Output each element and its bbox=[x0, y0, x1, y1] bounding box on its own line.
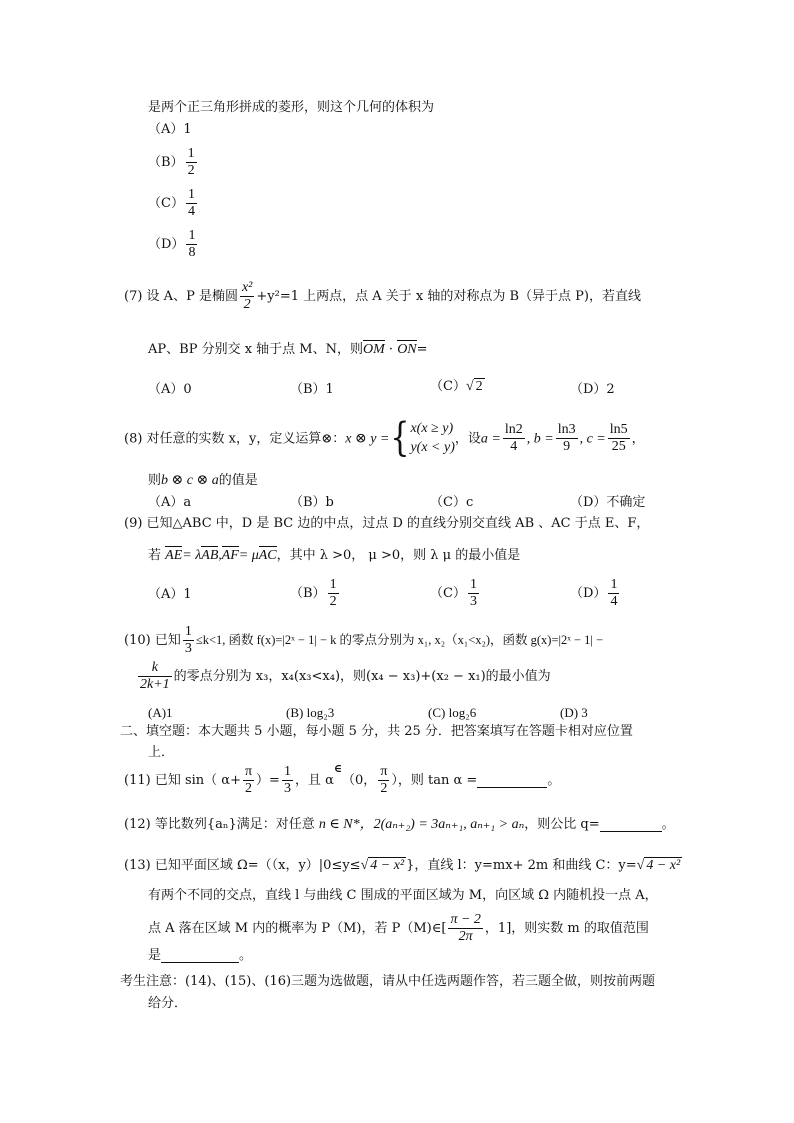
q7-frac-den: 2 bbox=[243, 297, 251, 313]
q10-line2 bbox=[136, 660, 551, 693]
q10-stem bbox=[124, 624, 603, 657]
q7-c-radicand: 2 bbox=[475, 379, 483, 394]
q8-a-lhs: a = bbox=[480, 431, 501, 447]
q10-text-3: 的零点分别为 x₃，x₄(x₃<x₄)，则(x₄ − x₃)+(x₂ − x₁)的最小值为 bbox=[173, 669, 551, 685]
q8-line2-post: 的值是 bbox=[218, 473, 258, 488]
q12-end: 。 bbox=[661, 817, 675, 832]
q8-option-a: （A）a bbox=[148, 495, 192, 510]
q10-text-1: (10) 已知 bbox=[124, 633, 181, 649]
q9-vector-ac: AC bbox=[258, 548, 277, 563]
q9-option-d bbox=[570, 577, 621, 610]
q13-p-num: π − 2 bbox=[448, 912, 482, 929]
q8-b-den: 9 bbox=[563, 439, 571, 455]
q13-end: 。 bbox=[239, 948, 253, 963]
q13-prob-fraction bbox=[448, 912, 482, 945]
candidate-note-line2: 给分． bbox=[148, 996, 188, 1011]
q7-stem bbox=[124, 280, 641, 313]
q6-c-num: 1 bbox=[186, 187, 197, 204]
q9-option-c bbox=[430, 577, 481, 610]
q8-text-2: ，设 bbox=[454, 431, 481, 447]
q8-b-fraction bbox=[556, 422, 578, 455]
q7-frac-num: x² bbox=[240, 280, 254, 297]
q10-k-den: 2k+1 bbox=[140, 677, 170, 693]
q7-option-c-label: （C） bbox=[430, 379, 466, 394]
q8-cases bbox=[410, 420, 454, 458]
q8-brace: { bbox=[390, 415, 410, 461]
q9-text-post: ，其中 λ >0， μ >0，则 λ μ 的最小值是 bbox=[276, 548, 521, 563]
q13-radicand-2: 4 − x² bbox=[646, 858, 681, 873]
q11-text-4: （0， bbox=[342, 773, 377, 789]
q12-condition: n ∈ N*，2(aₙ₊₂) = 3aₙ₊₁, aₙ₊₁ > aₙ bbox=[318, 817, 525, 832]
q13-line4-text: 是 bbox=[148, 948, 162, 963]
q8-c-fraction bbox=[608, 422, 630, 455]
q8-c-lhs: , c = bbox=[579, 431, 606, 447]
q6-option-d-fraction bbox=[186, 228, 197, 261]
q6-option-b-label: （B） bbox=[148, 155, 184, 171]
q8-option-b: （B）b bbox=[290, 495, 334, 510]
q6-option-c-label: （C） bbox=[148, 196, 184, 212]
q8-line2-pre: 则 bbox=[148, 473, 162, 488]
q12-answer-blank bbox=[600, 818, 662, 832]
q8-case-2: y(x < y) bbox=[410, 439, 455, 455]
q11-r-den: 3 bbox=[283, 781, 291, 797]
q13-line3-post: ，1]，则实数 m 的取值范围 bbox=[484, 921, 649, 937]
q8-line2-expr: b ⊗ c ⊗ a bbox=[161, 473, 219, 488]
q9-line2 bbox=[148, 546, 520, 563]
q13-answer-blank bbox=[161, 949, 239, 963]
q12-stem bbox=[124, 818, 675, 832]
q13-p-den: 2π bbox=[458, 929, 473, 945]
q11-one-third bbox=[282, 764, 293, 797]
q11-element-of: ∈ bbox=[333, 762, 343, 776]
q7-line2 bbox=[148, 340, 428, 357]
q11-stem bbox=[124, 764, 560, 797]
section-2-heading-line2: 上． bbox=[148, 745, 175, 760]
q6-d-den: 8 bbox=[188, 245, 196, 261]
q6-b-den: 2 bbox=[187, 163, 195, 179]
q6-d-num: 1 bbox=[186, 228, 197, 245]
q7-text-1: (7) 设 A、P 是椭圆 bbox=[124, 289, 238, 305]
q8-b-lhs: , b = bbox=[526, 431, 554, 447]
q9-stem: (9) 已知△ABC 中，D 是 BC 边的中点，过点 D 的直线分别交直线 AB 、AC 于点 E、F， bbox=[124, 516, 650, 531]
q9-option-b-label: （B） bbox=[290, 586, 326, 602]
q13-line4 bbox=[148, 949, 252, 963]
q6-b-num: 1 bbox=[186, 146, 197, 163]
q6-stem-tail: 是两个正三角形拼成的菱形，则这个几何的体积为 bbox=[148, 100, 435, 115]
q8-c-num: ln5 bbox=[608, 422, 630, 439]
q8-c-den: 25 bbox=[611, 439, 626, 455]
q11-pi2-num: π bbox=[378, 764, 389, 781]
q9-option-b-fraction bbox=[328, 577, 339, 610]
q8-stem bbox=[124, 415, 645, 461]
q11-r-num: 1 bbox=[282, 764, 293, 781]
q11-pi2-den: 2 bbox=[380, 781, 388, 797]
q6-option-d-label: （D） bbox=[148, 237, 185, 253]
q13-text-2: }，直线 l：y=mx+ 2m 和曲线 C：y= bbox=[406, 858, 637, 873]
q8-option-c: （C）c bbox=[430, 495, 474, 510]
q6-option-b bbox=[148, 146, 199, 179]
q13-stem bbox=[124, 859, 682, 873]
q11-text-5: ），则 tan α = bbox=[391, 773, 478, 789]
q9-eq-lambda: = λ bbox=[182, 548, 202, 563]
q7-vector-on: ON bbox=[397, 342, 417, 357]
q7-text-3: AP、BP 分别交 x 轴于点 M、N，则 bbox=[148, 342, 363, 357]
q9-option-b bbox=[290, 577, 341, 610]
q13-sqrt-2: √ 4 − x² bbox=[636, 858, 681, 873]
q9-d-den: 4 bbox=[610, 594, 618, 610]
q10-k-num: k bbox=[138, 660, 172, 677]
q9-option-c-fraction bbox=[468, 577, 479, 610]
q13-line3 bbox=[148, 912, 649, 945]
q8-text-1: (8) 对任意的实数 x，y，定义运算⊗： bbox=[124, 431, 346, 447]
q11-text-1: (11) 已知 sin（ α+ bbox=[124, 773, 241, 789]
q8-a-fraction bbox=[503, 422, 525, 455]
q8-a-den: 4 bbox=[510, 439, 518, 455]
q11-answer-blank bbox=[477, 774, 547, 788]
q7-ellipse-fraction bbox=[240, 280, 254, 313]
q6-c-den: 4 bbox=[187, 204, 195, 220]
q11-pi-den: 2 bbox=[245, 781, 252, 797]
q6-option-a: （A）1 bbox=[148, 122, 192, 137]
q9-c-num: 1 bbox=[468, 577, 479, 594]
q6-option-d bbox=[148, 228, 199, 261]
q10-fraction-k bbox=[138, 660, 172, 693]
q9-d-num: 1 bbox=[608, 577, 619, 594]
q10-f-num: 1 bbox=[183, 624, 194, 641]
q7-option-c bbox=[430, 380, 485, 394]
q9-option-c-label: （C） bbox=[430, 586, 466, 602]
q11-pi-over-2 bbox=[243, 764, 254, 797]
q9-vector-ab: AB bbox=[201, 548, 219, 563]
q13-line3-pre: 点 A 落在区域 M 内的概率为 P（M)，若 P（M)∈[ bbox=[148, 921, 447, 937]
q11-end: 。 bbox=[547, 773, 561, 789]
q8-a-num: ln2 bbox=[503, 422, 525, 439]
q8-comma: ， bbox=[631, 431, 645, 447]
q10-text-2: ≤k<1, 函数 f(x)=|2ˣ − 1| − k 的零点分别为 x₁, x₂（x₁<x₂)，函数 g(x)=|2ˣ − 1| − bbox=[195, 633, 604, 648]
q8-case-1: x(x ≥ y) bbox=[410, 421, 454, 436]
q9-eq-mu: = μ bbox=[238, 548, 259, 563]
q9-text-pre: 若 bbox=[148, 548, 162, 563]
q11-text-3: ，且 α bbox=[294, 773, 334, 789]
candidate-note: 考生注意：(14)、(15)、(16)三题为选做题，请从中任选两题作答，若三题全做，则按前两题 bbox=[120, 974, 656, 989]
q8-option-d: （D）不确定 bbox=[570, 495, 646, 510]
q6-option-c-fraction bbox=[186, 187, 197, 220]
q7-option-d: （D）2 bbox=[570, 382, 615, 397]
section-2-heading: 二、填空题：本大题共 5 小题，每小题 5 分，共 25 分．把答案填写在答题卡相对应位置 bbox=[120, 724, 633, 739]
q11-pi-over-2-b bbox=[378, 764, 389, 797]
q7-equals: = bbox=[416, 342, 428, 357]
q9-option-d-label: （D） bbox=[570, 586, 607, 602]
q13-line2: 有两个不同的交点，直线 l 与曲线 C 围成的平面区域为 M，向区域 Ω 内随机投一点 A， bbox=[148, 888, 658, 903]
q11-text-2: ）= bbox=[256, 773, 280, 789]
q13-sqrt-1: √ 4 − x² bbox=[360, 858, 405, 873]
q9-b-den: 2 bbox=[329, 594, 337, 610]
q8-line2 bbox=[148, 474, 258, 488]
q9-comma: , bbox=[218, 547, 222, 562]
q11-pi-num: π bbox=[243, 764, 254, 781]
q10-option-d: (D) 3 bbox=[560, 705, 588, 720]
q9-vector-af: AF bbox=[221, 548, 239, 563]
q9-b-num: 1 bbox=[328, 577, 339, 594]
q6-option-c bbox=[148, 187, 199, 220]
q10-f-den: 3 bbox=[184, 641, 192, 657]
q9-option-d-fraction bbox=[608, 577, 619, 610]
q12-text-1: (12) 等比数列{aₙ}满足：对任意 bbox=[124, 817, 315, 832]
q8-b-num: ln3 bbox=[556, 422, 578, 439]
q9-option-a: （A）1 bbox=[148, 587, 192, 602]
q12-text-2: ，则公比 q= bbox=[524, 817, 600, 832]
q9-vector-ae: AE bbox=[165, 548, 183, 563]
q7-option-a: （A）0 bbox=[148, 382, 192, 397]
q13-radicand-1: 4 − x² bbox=[370, 858, 405, 873]
q8-def-lhs: x ⊗ y = bbox=[345, 431, 390, 447]
q7-option-b: （B）1 bbox=[290, 382, 334, 397]
q10-option-a: (A)1 bbox=[148, 705, 173, 720]
q10-option-c: (C) log₂6 bbox=[428, 705, 477, 720]
q6-option-b-fraction bbox=[186, 146, 197, 179]
q7-text-2: +y²=1 上两点，点 A 关于 x 轴的对称点为 B（异于点 P)，若直线 bbox=[256, 289, 642, 305]
q7-dot: · bbox=[388, 342, 394, 357]
q13-text-1: (13) 已知平面区域 Ω=（（x，y）|0≤y≤ bbox=[124, 858, 361, 873]
q7-option-c-sqrt: √ 2 bbox=[465, 379, 483, 394]
q7-vector-om: OM bbox=[362, 342, 385, 357]
q10-fraction-1-3 bbox=[183, 624, 194, 657]
q9-c-den: 3 bbox=[469, 594, 477, 610]
q10-option-b: (B) log₂3 bbox=[286, 705, 335, 720]
